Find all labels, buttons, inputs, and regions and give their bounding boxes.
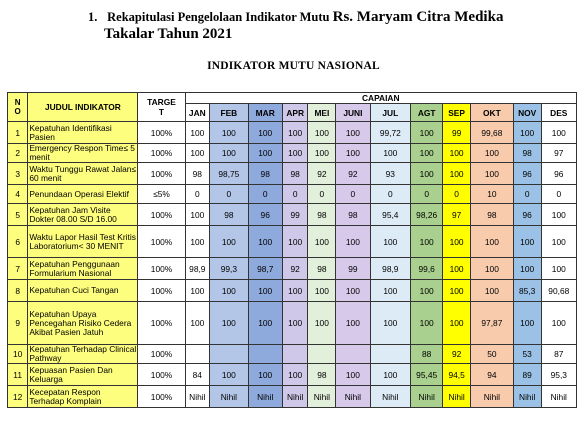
value-des: 100 [541,258,576,280]
value-jul: 100 [370,226,411,258]
value-agt: 88 [411,345,443,364]
value-agt: 95,45 [411,364,443,386]
value-agt: 0 [411,185,443,204]
value-des: 87 [541,345,576,364]
value-nov: 85,3 [513,280,541,302]
value-feb: 98 [210,204,249,226]
value-des: 96 [541,163,576,185]
value-okt: 100 [471,226,514,258]
title-number: 1. [88,10,98,24]
value-feb: 98,75 [210,163,249,185]
value-jan: 100 [185,302,210,345]
value-des: 100 [541,122,576,144]
header-judul: JUDUL INDIKATOR [28,93,138,122]
value-apr: 100 [282,364,308,386]
value-nov: 96 [513,163,541,185]
value-nov: 98 [513,144,541,163]
value-apr: 0 [282,185,308,204]
row-number: 4 [8,185,28,204]
table-row [8,163,577,185]
value-apr: 98 [282,163,308,185]
value-okt: 99,68 [471,122,514,144]
value-juni [336,345,370,364]
value-mar [248,345,282,364]
value-jan [185,345,210,364]
month-header-mei: MEI [308,104,336,122]
value-sep: 94,5 [443,364,471,386]
indicator-target: 100% [138,258,185,280]
indicator-name: Kepuasan Pasien Dan Keluarga [28,364,138,386]
value-des: 100 [541,204,576,226]
value-jan: 84 [185,364,210,386]
indicator-target: 100% [138,280,185,302]
value-agt: 100 [411,302,443,345]
indicator-name: Kecepatan Respon Terhadap Komplain [28,386,138,408]
indicator-target: 100% [138,144,185,163]
value-jan: 100 [185,204,210,226]
value-okt: 100 [471,144,514,163]
value-juni: 100 [336,144,370,163]
indicator-target: 100% [138,364,185,386]
value-jan: 0 [185,185,210,204]
table-row [8,345,577,364]
section-subtitle: INDIKATOR MUTU NASIONAL [207,60,380,72]
value-feb: 100 [210,364,249,386]
title-text-small: Rekapitulasi Pengelolaan Indikator Mutu [107,10,330,24]
header-capaian: CAPAIAN [185,93,576,104]
indicator-name: Kepatuhan Cuci Tangan [28,280,138,302]
value-jul: 100 [370,302,411,345]
value-mar: 100 [248,122,282,144]
value-juni: 99 [336,258,370,280]
indicator-target: 100% [138,386,185,408]
value-jan: 100 [185,226,210,258]
indicator-name: Waktu Lapor Hasil Test Kritis Laboratorium< 30 MENIT [28,226,138,258]
indicator-target: 100% [138,122,185,144]
value-nov: 100 [513,122,541,144]
header-no: N O [8,93,28,122]
title-text-hospital: Rs. Maryam Citra Medika [332,9,504,25]
document-title [88,9,568,43]
value-mei: 92 [308,163,336,185]
value-okt: 98 [471,204,514,226]
row-number: 12 [8,386,28,408]
value-feb: 0 [210,185,249,204]
row-number: 8 [8,280,28,302]
value-apr: 100 [282,144,308,163]
value-sep: 97 [443,204,471,226]
value-jul: 0 [370,185,411,204]
indicator-target: 100% [138,302,185,345]
table-row [8,122,577,144]
value-agt: 100 [411,280,443,302]
month-header-okt: OKT [471,104,514,122]
value-jan: 98 [185,163,210,185]
indicator-name: Penundaan Operasi Elektif [28,185,138,204]
value-jul: 100 [370,144,411,163]
row-number: 6 [8,226,28,258]
value-sep: 100 [443,163,471,185]
value-mei [308,345,336,364]
indicator-table [7,92,577,408]
value-mar: 100 [248,144,282,163]
value-jan: Nihil [185,386,210,408]
value-mar: 100 [248,226,282,258]
value-nov: 100 [513,258,541,280]
value-apr: 100 [282,280,308,302]
value-mar: 100 [248,302,282,345]
indicator-target: ≤5% [138,185,185,204]
value-okt: 100 [471,280,514,302]
value-sep: 100 [443,258,471,280]
month-header-juni: JUNI [336,104,370,122]
value-sep: 100 [443,226,471,258]
value-nov: 89 [513,364,541,386]
value-jul: 95,4 [370,204,411,226]
value-sep: 99 [443,122,471,144]
value-feb: Nihil [210,386,249,408]
indicator-target: 100% [138,226,185,258]
value-juni: 100 [336,302,370,345]
row-number: 2 [8,144,28,163]
value-agt: 100 [411,226,443,258]
title-line-1 [88,9,568,26]
row-number: 7 [8,258,28,280]
value-jul: 93 [370,163,411,185]
month-header-nov: NOV [513,104,541,122]
month-header-jul: JUL [370,104,411,122]
indicator-name: Waktu Tunggu Rawat Jalan≤ 60 menit [29,163,137,183]
title-line-2: Takalar Tahun 2021 [104,26,233,42]
value-apr [282,345,308,364]
value-okt: 50 [471,345,514,364]
row-number: 10 [8,345,28,364]
indicator-name: Kepatuhan Jam Visite Dokter 08.00 S/D 16.00 [28,204,138,226]
indicator-name: Kepatuhan Upaya Pencegahan Risiko Cedera Akibat Pasien Jatuh [28,302,138,345]
value-apr: 100 [282,302,308,345]
value-des: 100 [541,226,576,258]
indicator-target: 100% [138,163,185,185]
value-mei: 100 [308,226,336,258]
value-mei: 98 [308,258,336,280]
value-feb: 100 [210,302,249,345]
value-jul: Nihil [370,386,411,408]
value-mei: 100 [308,302,336,345]
value-nov: 0 [513,185,541,204]
value-jan: 98,9 [185,258,210,280]
value-feb [210,345,249,364]
month-header-mar: MAR [248,104,282,122]
value-jul [370,345,411,364]
indicator-name: Kepatuhan Identifikasi Pasien [28,122,138,144]
month-header-apr: APR [282,104,308,122]
value-mar: 100 [248,280,282,302]
value-nov: 96 [513,204,541,226]
value-juni: 98 [336,204,370,226]
value-nov: Nihil [513,386,541,408]
value-jul: 98,9 [370,258,411,280]
value-agt: Nihil [411,386,443,408]
value-juni: 0 [336,185,370,204]
value-mar: Nihil [248,386,282,408]
value-mei: 98 [308,204,336,226]
value-mar: 98,7 [248,258,282,280]
value-des: Nihil [541,386,576,408]
value-agt: 99,6 [411,258,443,280]
value-feb: 99,3 [210,258,249,280]
table-row [8,185,577,204]
value-sep: 92 [443,345,471,364]
month-header-des: DES [541,104,576,122]
value-apr: 100 [282,226,308,258]
value-agt: 100 [411,122,443,144]
table-row [8,258,577,280]
value-mar: 100 [248,364,282,386]
table-row [8,204,577,226]
value-des: 100 [541,302,576,345]
value-sep: 0 [443,185,471,204]
value-feb: 100 [210,122,249,144]
value-jan: 100 [185,280,210,302]
value-agt: 100 [411,144,443,163]
indicator-target: 100% [138,345,185,364]
table-row [8,364,577,386]
value-sep: Nihil [443,386,471,408]
value-mei: 0 [308,185,336,204]
value-okt: 10 [471,185,514,204]
value-nov: 100 [513,302,541,345]
value-mar: 0 [248,185,282,204]
value-des: 90,68 [541,280,576,302]
value-agt: 98,26 [411,204,443,226]
value-apr: 99 [282,204,308,226]
value-feb: 100 [210,144,249,163]
value-apr: 100 [282,122,308,144]
value-mei: 98 [308,364,336,386]
indicator-target: 100% [138,204,185,226]
month-header-jan: JAN [185,104,210,122]
value-jul: 100 [370,364,411,386]
value-juni: 92 [336,163,370,185]
value-juni: 100 [336,226,370,258]
row-number: 3 [8,163,28,185]
value-mei: 100 [308,122,336,144]
table-row [8,144,577,163]
value-mei: 100 [308,280,336,302]
value-okt: 94 [471,364,514,386]
value-juni: 100 [336,364,370,386]
value-mei: Nihil [308,386,336,408]
value-jan: 100 [185,144,210,163]
table-row [8,226,577,258]
value-agt: 100 [411,163,443,185]
value-nov: 53 [513,345,541,364]
month-header-sep: SEP [443,104,471,122]
value-juni: 100 [336,280,370,302]
table-row [8,302,577,345]
value-okt: 100 [471,163,514,185]
table-row [8,280,577,302]
value-feb: 100 [210,226,249,258]
value-des: 95,3 [541,364,576,386]
value-jul: 100 [370,280,411,302]
indicator-name: Emergency Respon Time≤ 5 menit [28,144,138,163]
value-feb: 100 [210,280,249,302]
indicator-name: Kepatuhan Terhadap Clinical Pathway [29,344,137,363]
row-number: 11 [8,364,28,386]
value-sep: 100 [443,144,471,163]
table-row [8,386,577,408]
value-apr: Nihil [282,386,308,408]
value-okt: 97,87 [471,302,514,345]
value-sep: 100 [443,280,471,302]
value-mei: 100 [308,144,336,163]
value-juni: 100 [336,122,370,144]
indicator-name: Kepatuhan Penggunaan Formularium Nasional [28,258,138,280]
header-target: TARGE T [138,93,185,122]
value-okt: 100 [471,258,514,280]
value-juni: Nihil [336,386,370,408]
value-jul: 99,72 [370,122,411,144]
value-des: 97 [541,144,576,163]
row-number: 9 [8,302,28,345]
row-number: 5 [8,204,28,226]
value-des: 0 [541,185,576,204]
month-header-feb: FEB [210,104,249,122]
month-header-agt: AGT [411,104,443,122]
value-jan: 100 [185,122,210,144]
value-okt: Nihil [471,386,514,408]
value-mar: 98 [248,163,282,185]
value-sep: 100 [443,302,471,345]
row-number: 1 [8,122,28,144]
value-mar: 96 [248,204,282,226]
value-nov: 100 [513,226,541,258]
value-apr: 92 [282,258,308,280]
